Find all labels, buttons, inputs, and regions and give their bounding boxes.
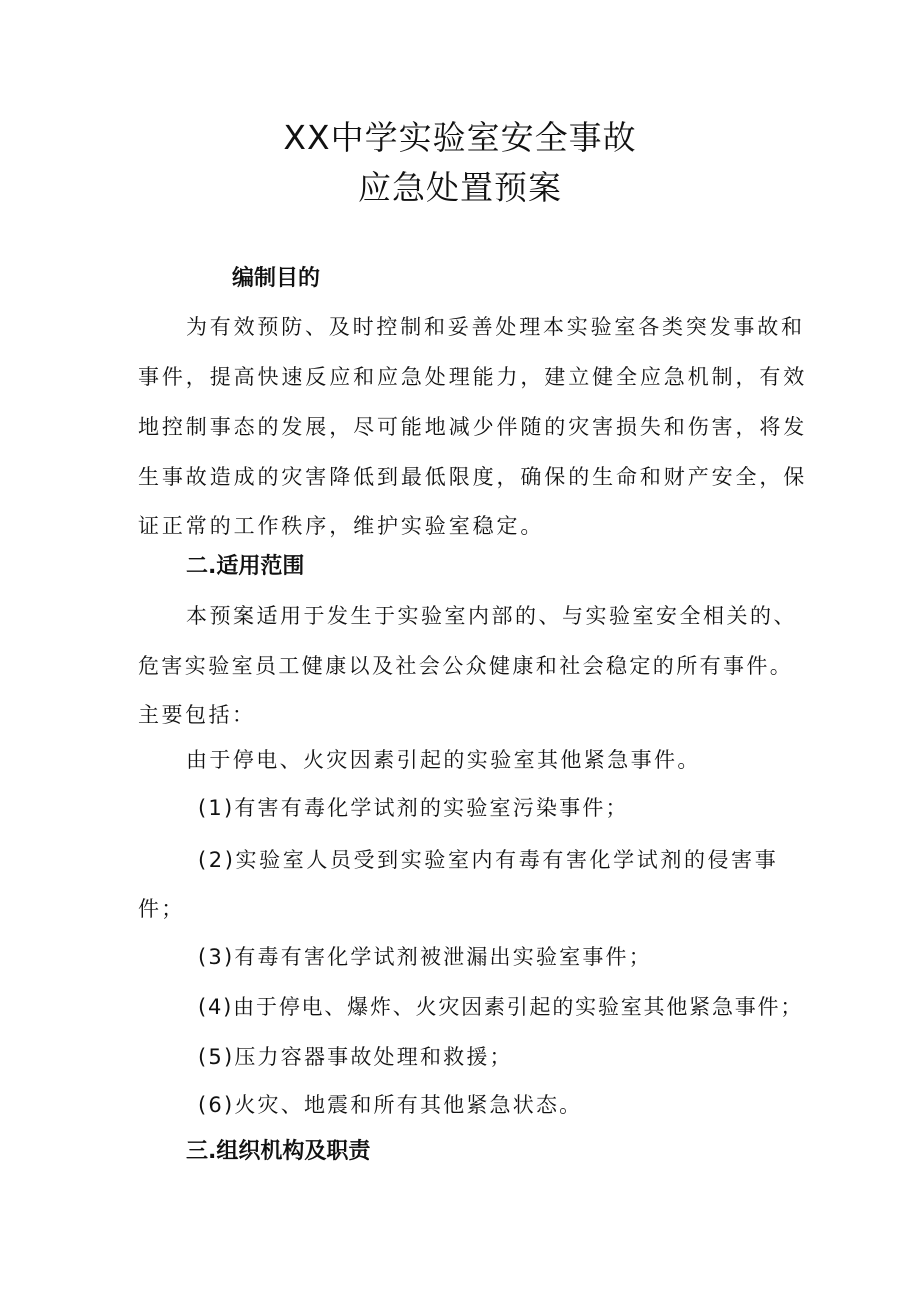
list-item-continuation: 件； xyxy=(138,897,185,921)
list-item: (1)有害有毒化学试剂的实验室污染事件； xyxy=(198,796,629,820)
paragraph-line: 为有效预防、及时控制和妥善处理本实验室各类突发事故和 xyxy=(186,315,805,339)
paragraph-line: 生事故造成的灾害降低到最低限度，确保的生命和财产安全，保 xyxy=(138,465,808,489)
paragraph-line: 危害实验室员工健康以及社会公众健康和社会稳定的所有事件。 xyxy=(138,654,794,678)
list-item: (3)有毒有害化学试剂被泄漏出实验室事件； xyxy=(198,945,652,969)
list-item: (2)实验室人员受到实验室内有毒有害化学试剂的侵害事 xyxy=(198,848,779,872)
document-title-line-2: 应急处置预案 xyxy=(358,168,562,207)
paragraph-line: 证正常的工作秩序，维护实验室稳定。 xyxy=(138,514,545,538)
list-item: (5)压力容器事故处理和救援； xyxy=(198,1045,513,1069)
list-item: (6)火灾、地震和所有其他紧急状态。 xyxy=(198,1093,583,1117)
paragraph-line: 地控制事态的发展，尽可能地减少伴随的灾害损失和伤害，将发 xyxy=(138,415,808,439)
paragraph-line: 主要包括： xyxy=(138,703,256,727)
section-heading-organization: 三.组织机构及职责 xyxy=(186,1139,371,1164)
section-heading-purpose: 编制目的 xyxy=(232,266,321,291)
paragraph-line: 事件，提高快速反应和应急处理能力，建立健全应急机制，有效 xyxy=(138,365,808,389)
list-item: (4)由于停电、爆炸、火灾因素引起的实验室其他紧急事件； xyxy=(198,995,804,1019)
paragraph-line: 由于停电、火灾因素引起的实验室其他紧急事件。 xyxy=(186,748,701,772)
paragraph-line: 本预案适用于发生于实验室内部的、与实验室安全相关的、 xyxy=(186,604,797,628)
section-heading-scope: 二.适用范围 xyxy=(186,554,305,579)
document-title-line-1: XX中学实验室安全事故 xyxy=(283,118,637,157)
